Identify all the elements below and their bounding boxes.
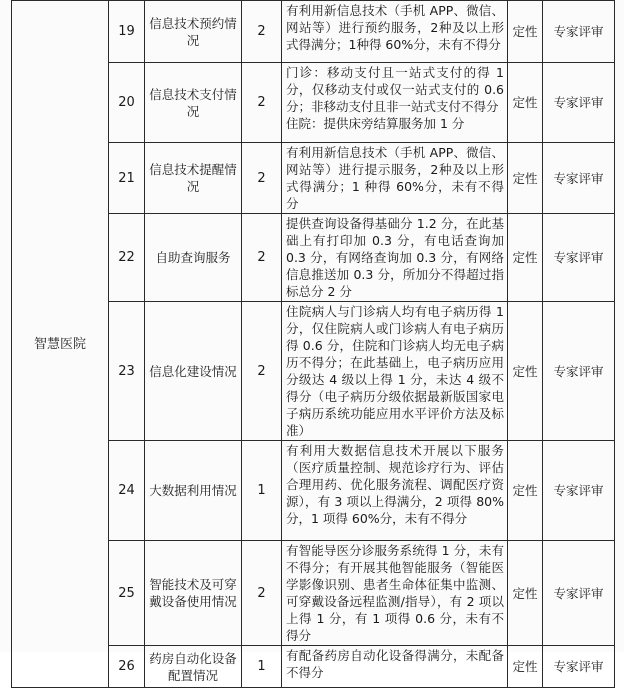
indicator-score: 2 bbox=[242, 214, 282, 302]
row-number: 22 bbox=[109, 214, 145, 302]
indicator-type: 定性 bbox=[508, 646, 543, 688]
indicator-description bbox=[282, 63, 508, 143]
indicator-name: 药房自动化设备配置情况 bbox=[145, 646, 242, 688]
indicator-name: 自助查询服务 bbox=[145, 214, 242, 302]
indicator-name: 信息技术预约情况 bbox=[145, 1, 242, 63]
indicator-name: 信息化建设情况 bbox=[145, 302, 242, 441]
indicator-name: 大数据利用情况 bbox=[145, 441, 242, 541]
evaluation-method: 专家评审 bbox=[543, 646, 615, 688]
evaluation-method: 专家评审 bbox=[543, 441, 615, 541]
row-number: 19 bbox=[109, 1, 145, 63]
evaluation-method: 专家评审 bbox=[543, 541, 615, 646]
indicator-description: 有利用新信息技术（手机 APP、微信、网站等）进行预约服务，2种及以上形式得满分；1种得 60%分，未有不得分 bbox=[282, 1, 508, 63]
indicator-description: 有配备药房自动化设备得满分，未配备不得分 bbox=[282, 646, 508, 688]
indicator-type: 定性 bbox=[508, 63, 543, 143]
indicator-score: 2 bbox=[242, 63, 282, 143]
description-line: 住院：提供床旁结算服务加 1 分 bbox=[286, 116, 465, 131]
table-row bbox=[12, 1, 615, 63]
indicator-type: 定性 bbox=[508, 541, 543, 646]
indicator-description: 提供查询设备得基础分 1.2 分，在此基础上有打印加 0.3 分，有电话查询加 0.3 分，有网络查询加 0.3 分，有网络信息推送加 0.3 分，所加分不得超过指标总分 2 分 bbox=[282, 214, 508, 302]
evaluation-method: 专家评审 bbox=[543, 302, 615, 441]
indicator-name: 智能技术及可穿戴设备使用情况 bbox=[145, 541, 242, 646]
indicator-type: 定性 bbox=[508, 143, 543, 214]
category-cell: 智慧医院 bbox=[12, 1, 109, 688]
indicator-description: 住院病人与门诊病人均有电子病历得 1 分，仅住院病人或门诊病人有电子病历得 0.6 分，住院和门诊病人均无电子病历不得分；在此基础上，电子病历应用分级达 4 级以上得 1 分，未达 4 级不得分（电子病历分级依据最新版国家电子病历系统功能应用水平评价方法及标准） bbox=[282, 302, 508, 441]
evaluation-method: 专家评审 bbox=[543, 1, 615, 63]
indicator-score: 2 bbox=[242, 302, 282, 441]
row-number: 20 bbox=[109, 63, 145, 143]
indicator-description: 有利用大数据信息技术开展以下服务（医疗质量控制、规范诊疗行为、评估合理用药、优化服务流程、调配医疗资源），有 3 项以上得满分，2 项得 80%分，1 项得 60%分，未有不得分 bbox=[282, 441, 508, 541]
indicator-score: 2 bbox=[242, 143, 282, 214]
indicator-type: 定性 bbox=[508, 1, 543, 63]
description-line: 门诊：移动支付且一站式支付的得 1 分，仅移动支付或仅一站式支付的 0.6 分；非移动支付且非一站式支付不得分 bbox=[286, 65, 504, 114]
evaluation-method: 专家评审 bbox=[543, 214, 615, 302]
row-number: 24 bbox=[109, 441, 145, 541]
row-number: 23 bbox=[109, 302, 145, 441]
evaluation-method: 专家评审 bbox=[543, 63, 615, 143]
row-number: 25 bbox=[109, 541, 145, 646]
indicator-score: 1 bbox=[242, 441, 282, 541]
indicator-description: 有利用新信息技术（手机 APP、微信、网站等）进行提示服务，2种及以上形式得满分；1 种得 60%分，未有不得分 bbox=[282, 143, 508, 214]
indicator-type: 定性 bbox=[508, 302, 543, 441]
indicator-score: 2 bbox=[242, 541, 282, 646]
indicator-name: 信息技术支付情况 bbox=[145, 63, 242, 143]
row-number: 21 bbox=[109, 143, 145, 214]
indicator-name: 信息技术提醒情况 bbox=[145, 143, 242, 214]
indicator-score: 1 bbox=[242, 646, 282, 688]
indicator-type: 定性 bbox=[508, 214, 543, 302]
row-number: 26 bbox=[109, 646, 145, 688]
indicator-type: 定性 bbox=[508, 441, 543, 541]
indicator-description: 有智能导医分诊服务系统得 1 分，未有不得分；有开展其他智能服务（智能医学影像识别、患者生命体征集中监测、可穿戴设备远程监测/指导），有 2 项以上得 1 分，有 1 项得 0.6 分，未有不得分 bbox=[282, 541, 508, 646]
evaluation-method: 专家评审 bbox=[543, 143, 615, 214]
indicator-score: 2 bbox=[242, 1, 282, 63]
evaluation-table bbox=[11, 0, 615, 688]
